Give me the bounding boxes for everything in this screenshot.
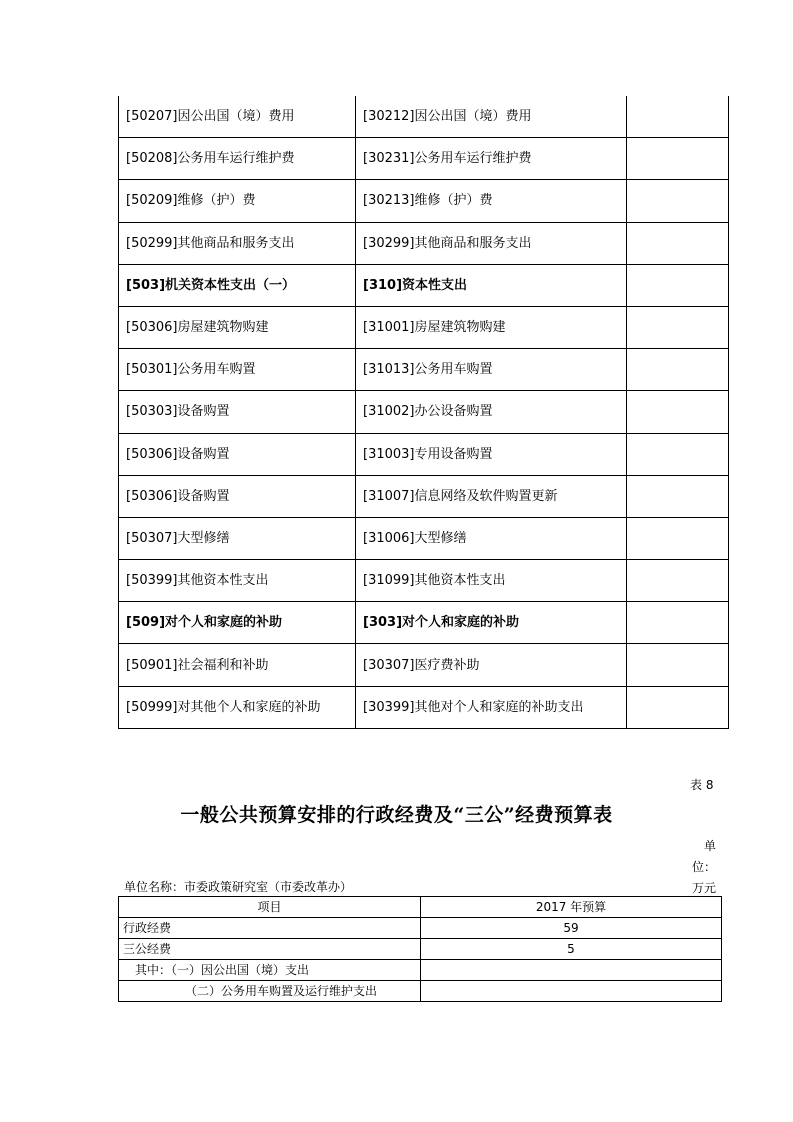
budget-value-cell xyxy=(421,981,722,1002)
amount-cell xyxy=(627,222,729,264)
economic-category-cell: [30307]医疗费补助 xyxy=(356,644,627,686)
budget-table xyxy=(118,896,722,1002)
table-row xyxy=(119,391,729,433)
function-category-cell: [50306]房屋建筑物购建 xyxy=(119,306,356,348)
economic-category-cell: [30231]公务用车运行维护费 xyxy=(356,138,627,180)
amount-cell xyxy=(627,433,729,475)
table-row xyxy=(119,306,729,348)
table-row xyxy=(119,180,729,222)
budget-row xyxy=(119,981,722,1002)
budget-row xyxy=(119,960,722,981)
amount-cell xyxy=(627,180,729,222)
table-row xyxy=(119,602,729,644)
table-row xyxy=(119,475,729,517)
economic-category-cell: [31006]大型修缮 xyxy=(356,517,627,559)
economic-category-cell: [30399]其他对个人和家庭的补助支出 xyxy=(356,686,627,728)
economic-category-cell: [30213]维修（护）费 xyxy=(356,180,627,222)
function-category-cell: [50307]大型修缮 xyxy=(119,517,356,559)
amount-cell xyxy=(627,602,729,644)
function-category-cell: [50303]设备购置 xyxy=(119,391,356,433)
budget-value-cell: 5 xyxy=(421,939,722,960)
function-category-cell: [503]机关资本性支出（一） xyxy=(119,264,356,306)
table-number: 表 8 xyxy=(690,778,714,792)
function-category-cell: [50207]因公出国（境）费用 xyxy=(119,96,356,138)
table-row xyxy=(119,433,729,475)
economic-category-cell: [31007]信息网络及软件购置更新 xyxy=(356,475,627,517)
function-category-cell: [50208]公务用车运行维护费 xyxy=(119,138,356,180)
budget-item-cell: （二）公务用车购置及运行维护支出 xyxy=(119,981,421,1002)
function-category-cell: [50301]公务用车购置 xyxy=(119,349,356,391)
unit-label xyxy=(680,836,716,899)
table-row xyxy=(119,686,729,728)
amount-cell xyxy=(627,475,729,517)
economic-category-cell: [31001]房屋建筑物购建 xyxy=(356,306,627,348)
unit-line: 位： xyxy=(691,860,716,874)
budget-item-cell: 行政经费 xyxy=(119,918,421,939)
function-category-cell: [50901]社会福利和补助 xyxy=(119,644,356,686)
classification-table xyxy=(118,96,729,729)
amount-cell xyxy=(627,517,729,559)
table-row xyxy=(119,222,729,264)
budget-item-cell: 三公经费 xyxy=(119,939,421,960)
function-category-cell: [509]对个人和家庭的补助 xyxy=(119,602,356,644)
budget-row xyxy=(119,939,722,960)
economic-category-cell: [31003]专用设备购置 xyxy=(356,433,627,475)
table-row xyxy=(119,138,729,180)
unit-line: 万元 xyxy=(691,881,716,895)
economic-category-cell: [31013]公务用车购置 xyxy=(356,349,627,391)
amount-cell xyxy=(627,138,729,180)
budget-value-cell: 59 xyxy=(421,918,722,939)
amount-cell xyxy=(627,96,729,138)
budget-header-row xyxy=(119,897,722,918)
header-item: 项目 xyxy=(119,897,421,918)
economic-category-cell: [30212]因公出国（境）费用 xyxy=(356,96,627,138)
amount-cell xyxy=(627,349,729,391)
unit-line: 单 xyxy=(703,839,716,853)
budget-value-cell xyxy=(421,960,722,981)
table-row xyxy=(119,644,729,686)
function-category-cell: [50399]其他资本性支出 xyxy=(119,560,356,602)
function-category-cell: [50299]其他商品和服务支出 xyxy=(119,222,356,264)
amount-cell xyxy=(627,264,729,306)
economic-category-cell: [310]资本性支出 xyxy=(356,264,627,306)
amount-cell xyxy=(627,391,729,433)
budget-row xyxy=(119,918,722,939)
function-category-cell: [50306]设备购置 xyxy=(119,433,356,475)
function-category-cell: [50306]设备购置 xyxy=(119,475,356,517)
function-category-cell: [50209]维修（护）费 xyxy=(119,180,356,222)
table-row xyxy=(119,517,729,559)
economic-category-cell: [31099]其他资本性支出 xyxy=(356,560,627,602)
table-row xyxy=(119,264,729,306)
economic-category-cell: [303]对个人和家庭的补助 xyxy=(356,602,627,644)
economic-category-cell: [30299]其他商品和服务支出 xyxy=(356,222,627,264)
table-row xyxy=(119,560,729,602)
budget-item-cell: 其中：（一）因公出国（境）支出 xyxy=(119,960,421,981)
amount-cell xyxy=(627,644,729,686)
amount-cell xyxy=(627,686,729,728)
header-budget: 2017 年预算 xyxy=(421,897,722,918)
unit-name: 单位名称：市委政策研究室（市委改革办） xyxy=(124,880,353,894)
amount-cell xyxy=(627,560,729,602)
table-row xyxy=(119,96,729,138)
table-row xyxy=(119,349,729,391)
page-title: 一般公共预算安排的行政经费及“三公”经费预算表 xyxy=(180,804,613,826)
function-category-cell: [50999]对其他个人和家庭的补助 xyxy=(119,686,356,728)
amount-cell xyxy=(627,306,729,348)
economic-category-cell: [31002]办公设备购置 xyxy=(356,391,627,433)
